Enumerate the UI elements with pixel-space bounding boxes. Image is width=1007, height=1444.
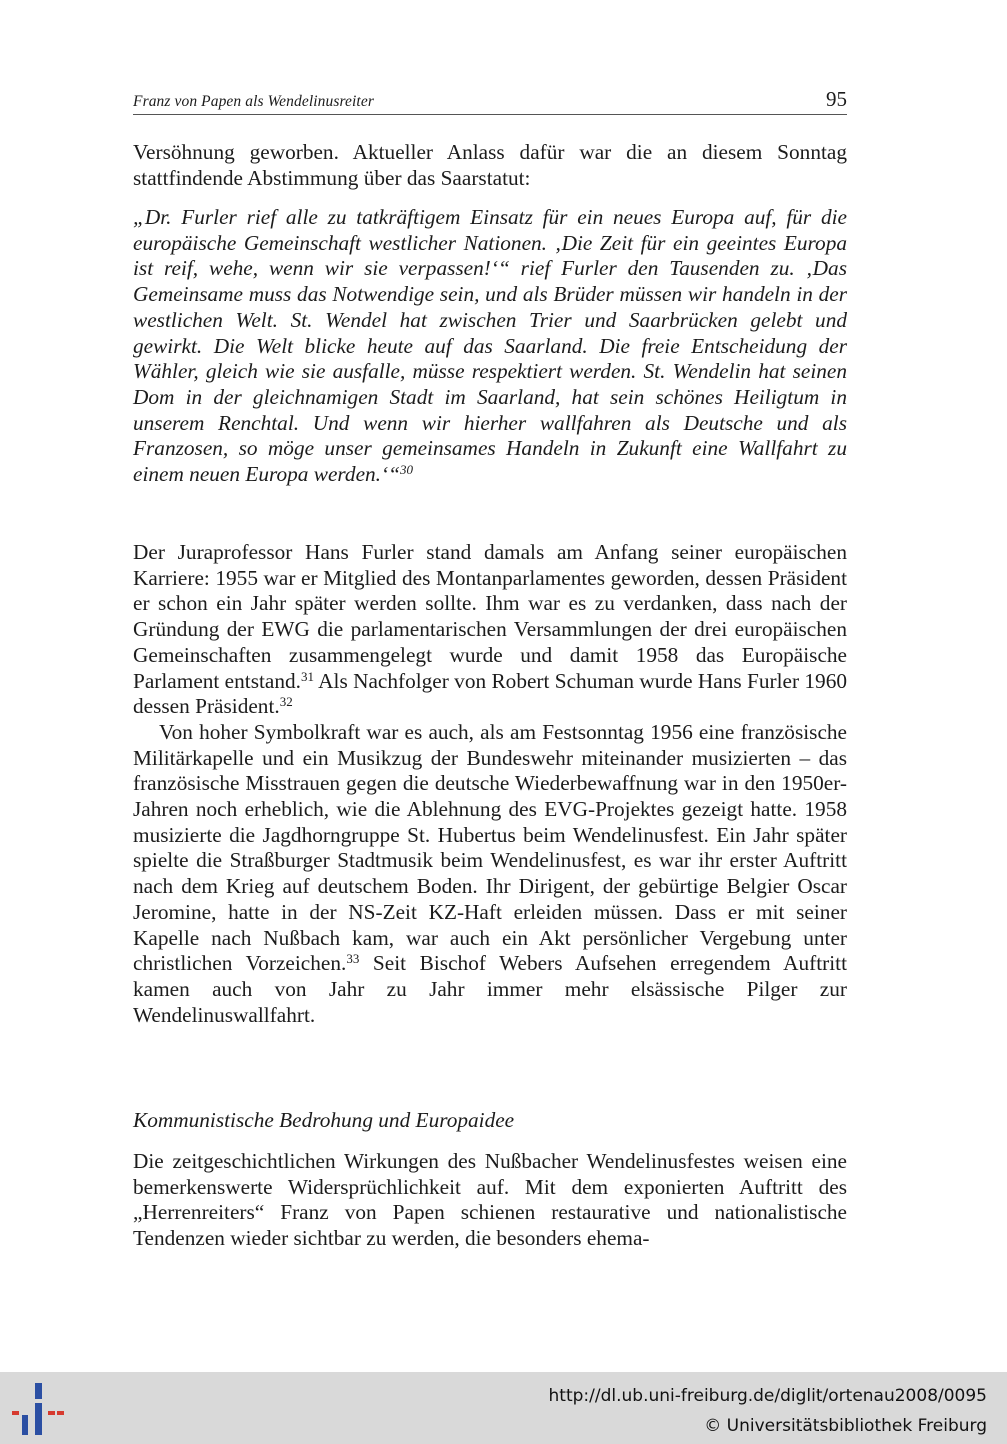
section-heading: Kommunistische Bedrohung und Europaidee xyxy=(133,1108,515,1132)
paragraph-text: Von hoher Symbolkraft war es auch, als am Festsonntag 1956 eine französische Militärkapelle und ein Musikzug der Bundeswehr miteinander musizierten – das französische Misstrauen gegen die deutsche Wiederbewaffnung war in den 1950er-Jahren noch erheblich, wie die Ablehnung des EVG-Projektes gezeigt hatte. 1958 musizierte die Jagdhorngruppe St. Hubertus beim Wendelinusfest. Ein Jahr später spielte die Straßburger Stadtmusik beim Wendelinusfest, es war ihr erster Auftritt nach dem Krieg auf deutschem Boden. Ihr Dirigent, der gebürtige Belgier Oscar Jeromine, hatte in der NS-Zeit KZ-Haft erleiden müssen. Dass er mit seiner Kapelle nach Nußbach kam, war auch ein Akt persönlicher Vergebung unter christlichen Vorzeichen. xyxy=(133,719,847,976)
paragraph-text: Der Juraprofessor Hans Furler stand damals am Anfang seiner europäischen Karriere: 1955 war er Mitglied des Montanparlamentes geworden, dessen Präsident er schon ein Jahr später werden sollte. Ihm war es zu verdanken, dass nach der Gründung der EWG die parlamentarischen Versammlungen der drei europäischen Gemeinschaften zusammengelegt wurde und damit 1958 das Europäische Parlament entstand. xyxy=(133,540,847,693)
page-number: 95 xyxy=(826,87,847,111)
footnote-ref: 33 xyxy=(346,951,360,967)
footnote-ref: 30 xyxy=(399,462,413,478)
page-header xyxy=(133,88,847,115)
running-title: Franz von Papen als Wendelinusreiter xyxy=(133,93,374,110)
footnote-ref: 32 xyxy=(279,694,293,710)
copyright-notice: © Universitätsbibliothek Freiburg xyxy=(704,1416,987,1436)
paragraph-intro xyxy=(133,140,847,191)
block-quote xyxy=(133,205,847,488)
footnote-ref: 31 xyxy=(300,668,314,684)
ub-freiburg-logo-icon xyxy=(10,1381,66,1437)
paragraph-wirkungen xyxy=(133,1149,847,1252)
paragraph-text: Als Nachfolger von Robert Schuman wurde Hans Furler 1960 dessen Präsident. xyxy=(133,668,847,719)
source-url-link[interactable]: http://dl.ub.uni-freiburg.de/diglit/ortenau2008/0095 xyxy=(548,1386,987,1406)
quote-text: „Dr. Furler rief alle zu tatkräftigem Einsatz für ein neues Europa auf, für die europäische Gemeinschaft westlicher Nationen. ‚Die Zeit für ein geeintes Europa ist reif, wehe, wenn wir sie verpassen!‘“ rief Furler den Tausenden zu. ‚Das Gemeinsame muss das Notwendige sein, und als Brüder müssen wir handeln in der westlichen Welt. St. Wendel hat zwischen Trier und Saarbrücken gelebt und gewirkt. Die Welt blicke heute auf das Saarland. Die freie Entscheidung der Wähler, gleich wie sie ausfalle, müsse respektiert werden. St. Wendelin hat seinen Dom in der gleichnamigen Stadt im Saarland, hat sein schönes Heiligtum in unserem Renchtal. Und wenn wir hierher wallfahren als Deutsche und als Franzosen, so möge unser gemeinsames Handeln in Zukunft eine Wallfahrt zu einem neuen Europa werden.‘“ xyxy=(133,205,847,487)
paragraph-text: Versöhnung geworben. Aktueller Anlass dafür war die an diesem Sonntag stattfindende Abstimmung über das Saarstatut: xyxy=(133,140,847,190)
footer-bar xyxy=(0,1372,1007,1444)
paragraphs-main xyxy=(133,540,847,1028)
paragraph-text: Seit Bischof Webers Aufsehen erregendem Auftritt kamen auch von Jahr zu Jahr immer mehr elsässische Pilger zur Wendelinuswallfahrt. xyxy=(133,951,847,1027)
paragraph-text: Die zeitgeschichtlichen Wirkungen des Nußbacher Wendelinusfestes weisen eine bemerkenswerte Widersprüchlichkeit auf. Mit dem exponierten Auftritt des „Herrenreiters“ Franz von Papen schienen restaurative und nationalistische Tendenzen wieder sichtbar zu werden, die besonders ehema- xyxy=(133,1149,847,1251)
paragraph-symbolkraft xyxy=(133,720,847,1028)
paragraph-furler xyxy=(133,540,847,720)
